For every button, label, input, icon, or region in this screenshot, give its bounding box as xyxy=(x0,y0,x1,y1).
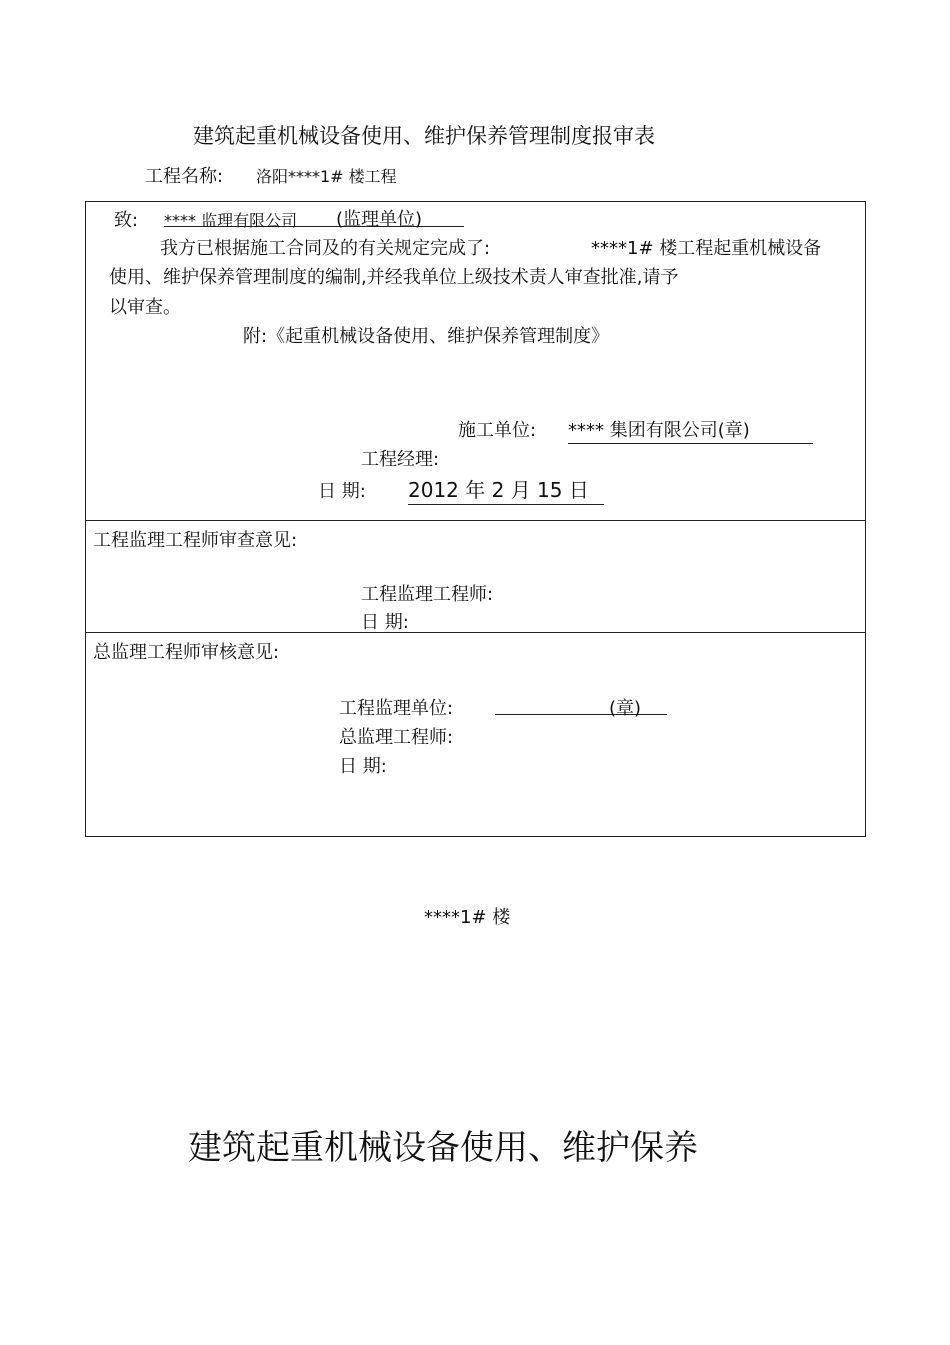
chief-review-heading: 总监理工程师审核意见: xyxy=(93,642,280,663)
supervision-unit-stamp: (章) xyxy=(609,698,642,719)
to-underline xyxy=(164,204,464,230)
row-divider-1 xyxy=(86,520,865,521)
review-form-table xyxy=(85,201,866,837)
date-value: 2012 年 2 月 15 日 xyxy=(408,474,604,505)
chief-engineer-label: 总监理工程师: xyxy=(339,727,454,748)
body-line-1: 我方已根据施工合同及的有关规定完成了: xyxy=(160,238,491,259)
supervision-unit-label: 工程监理单位: xyxy=(339,698,454,719)
next-page-title: 建筑起重机械设备使用、维护保养 xyxy=(188,1128,698,1168)
manager-label: 工程经理: xyxy=(361,449,440,470)
date-label: 日 期: xyxy=(318,481,366,502)
to-role: (监理单位) xyxy=(336,209,423,230)
to-label: 致: xyxy=(114,210,139,231)
chief-date-label: 日 期: xyxy=(339,756,387,777)
supervisor-review-heading: 工程监理工程师审查意见: xyxy=(93,530,298,551)
document-title: 建筑起重机械设备使用、维护保养管理制度报审表 xyxy=(193,124,655,148)
supervision-unit-underline xyxy=(495,694,667,719)
project-name-value: 洛阳****1# 楼工程 xyxy=(256,167,397,186)
body-project: ****1# 楼工程起重机械设备 xyxy=(591,238,822,259)
body-line-3: 以审查。 xyxy=(109,297,181,318)
row-divider-2 xyxy=(86,632,865,633)
contractor-label: 施工单位: xyxy=(458,420,537,441)
contractor-value: **** 集团有限公司(章) xyxy=(568,416,813,444)
building-label: ****1# 楼 xyxy=(424,907,511,928)
to-value: **** 监理有限公司 xyxy=(164,211,298,230)
body-line-2: 使用、维护保养管理制度的编制,并经我单位上级技术责人审查批准,请予 xyxy=(109,267,679,288)
supervisor-date-label: 日 期: xyxy=(361,612,409,633)
supervisor-engineer-label: 工程监理工程师: xyxy=(361,584,494,605)
attachment-line: 附:《起重机械设备使用、维护保养管理制度》 xyxy=(243,326,610,347)
project-name-label: 工程名称: xyxy=(145,166,224,187)
